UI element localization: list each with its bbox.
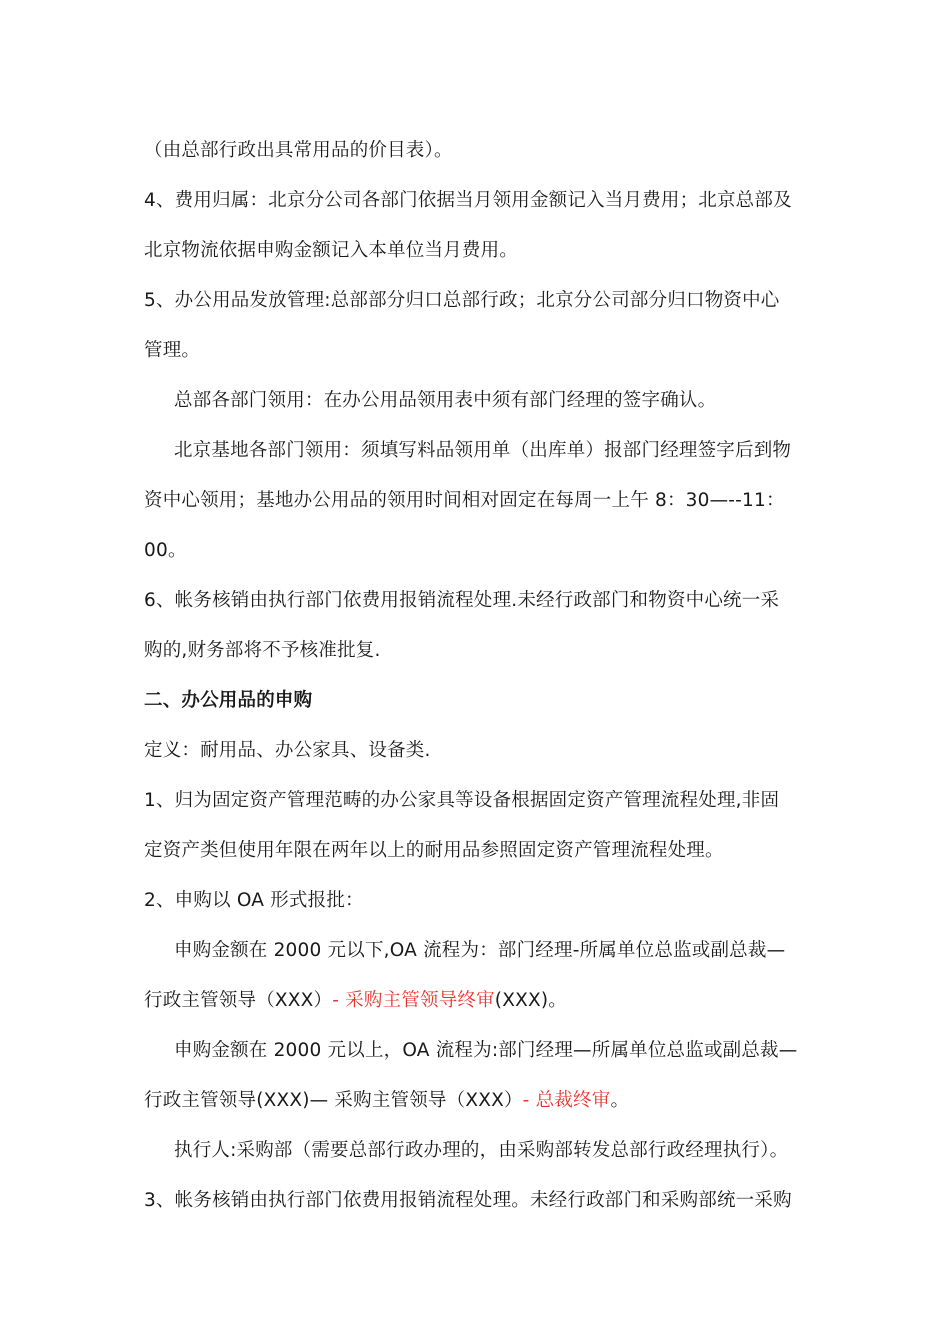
line-text: (XXX)。 <box>494 990 567 1011</box>
paragraph-line: 资中心领用；基地办公用品的领用时间相对固定在每周一上午 8：30—--11： <box>144 490 785 511</box>
paragraph-line: 1、归为固定资产管理范畴的办公家具等设备根据固定资产管理流程处理,非固 <box>144 790 780 811</box>
paragraph-line: 申购金额在 2000 元以下,OA 流程为：部门经理-所属单位总监或副总裁— <box>174 940 786 961</box>
paragraph-line: 总部各部门领用：在办公用品领用表中须有部门经理的签字确认。 <box>174 390 717 411</box>
paragraph-line: 定资产类但使用年限在两年以上的耐用品参照固定资产管理流程处理。 <box>144 840 724 861</box>
paragraph-line <box>144 988 824 1014</box>
paragraph-line <box>144 1088 824 1114</box>
highlight-text: - 总裁终审 <box>522 1090 611 1111</box>
paragraph-line: 6、帐务核销由执行部门依费用报销流程处理.未经行政部门和物资中心统一采 <box>144 590 780 611</box>
paragraph-line: 定义：耐用品、办公家具、设备类. <box>144 740 431 761</box>
paragraph-line: （由总部行政出具常用品的价目表）。 <box>144 140 453 161</box>
paragraph-line: 北京物流依据申购金额记入本单位当月费用。 <box>144 240 519 261</box>
paragraph-line: 4、费用归属：北京分公司各部门依据当月领用金额记入当月费用；北京总部及 <box>144 190 792 211</box>
paragraph-line: 执行人:采购部（需要总部行政办理的，由采购部转发总部行政经理执行）。 <box>174 1140 789 1161</box>
line-text: 行政主管领导（XXX） <box>144 990 333 1011</box>
section-heading: 二、办公用品的申购 <box>144 690 313 711</box>
paragraph-line: 5、办公用品发放管理:总部部分归口总部行政；北京分公司部分归口物资中心 <box>144 290 780 311</box>
paragraph-line: 3、帐务核销由执行部门依费用报销流程处理。未经行政部门和采购部统一采购 <box>144 1190 792 1211</box>
paragraph-line: 00。 <box>144 540 187 561</box>
paragraph-line: 申购金额在 2000 元以上，OA 流程为:部门经理—所属单位总监或副总裁— <box>174 1040 798 1061</box>
paragraph-line: 购的,财务部将不予核准批复. <box>144 640 381 661</box>
paragraph-line: 北京基地各部门领用：须填写料品领用单（出库单）报部门经理签字后到物 <box>174 440 792 461</box>
line-text: 。 <box>610 1090 630 1111</box>
paragraph-line: 管理。 <box>144 340 201 361</box>
highlight-text: - 采购主管领导终审 <box>332 990 495 1011</box>
paragraph-line: 2、申购以 OA 形式报批： <box>144 890 364 911</box>
line-text: 行政主管领导(XXX)— 采购主管领导（XXX） <box>144 1090 523 1111</box>
